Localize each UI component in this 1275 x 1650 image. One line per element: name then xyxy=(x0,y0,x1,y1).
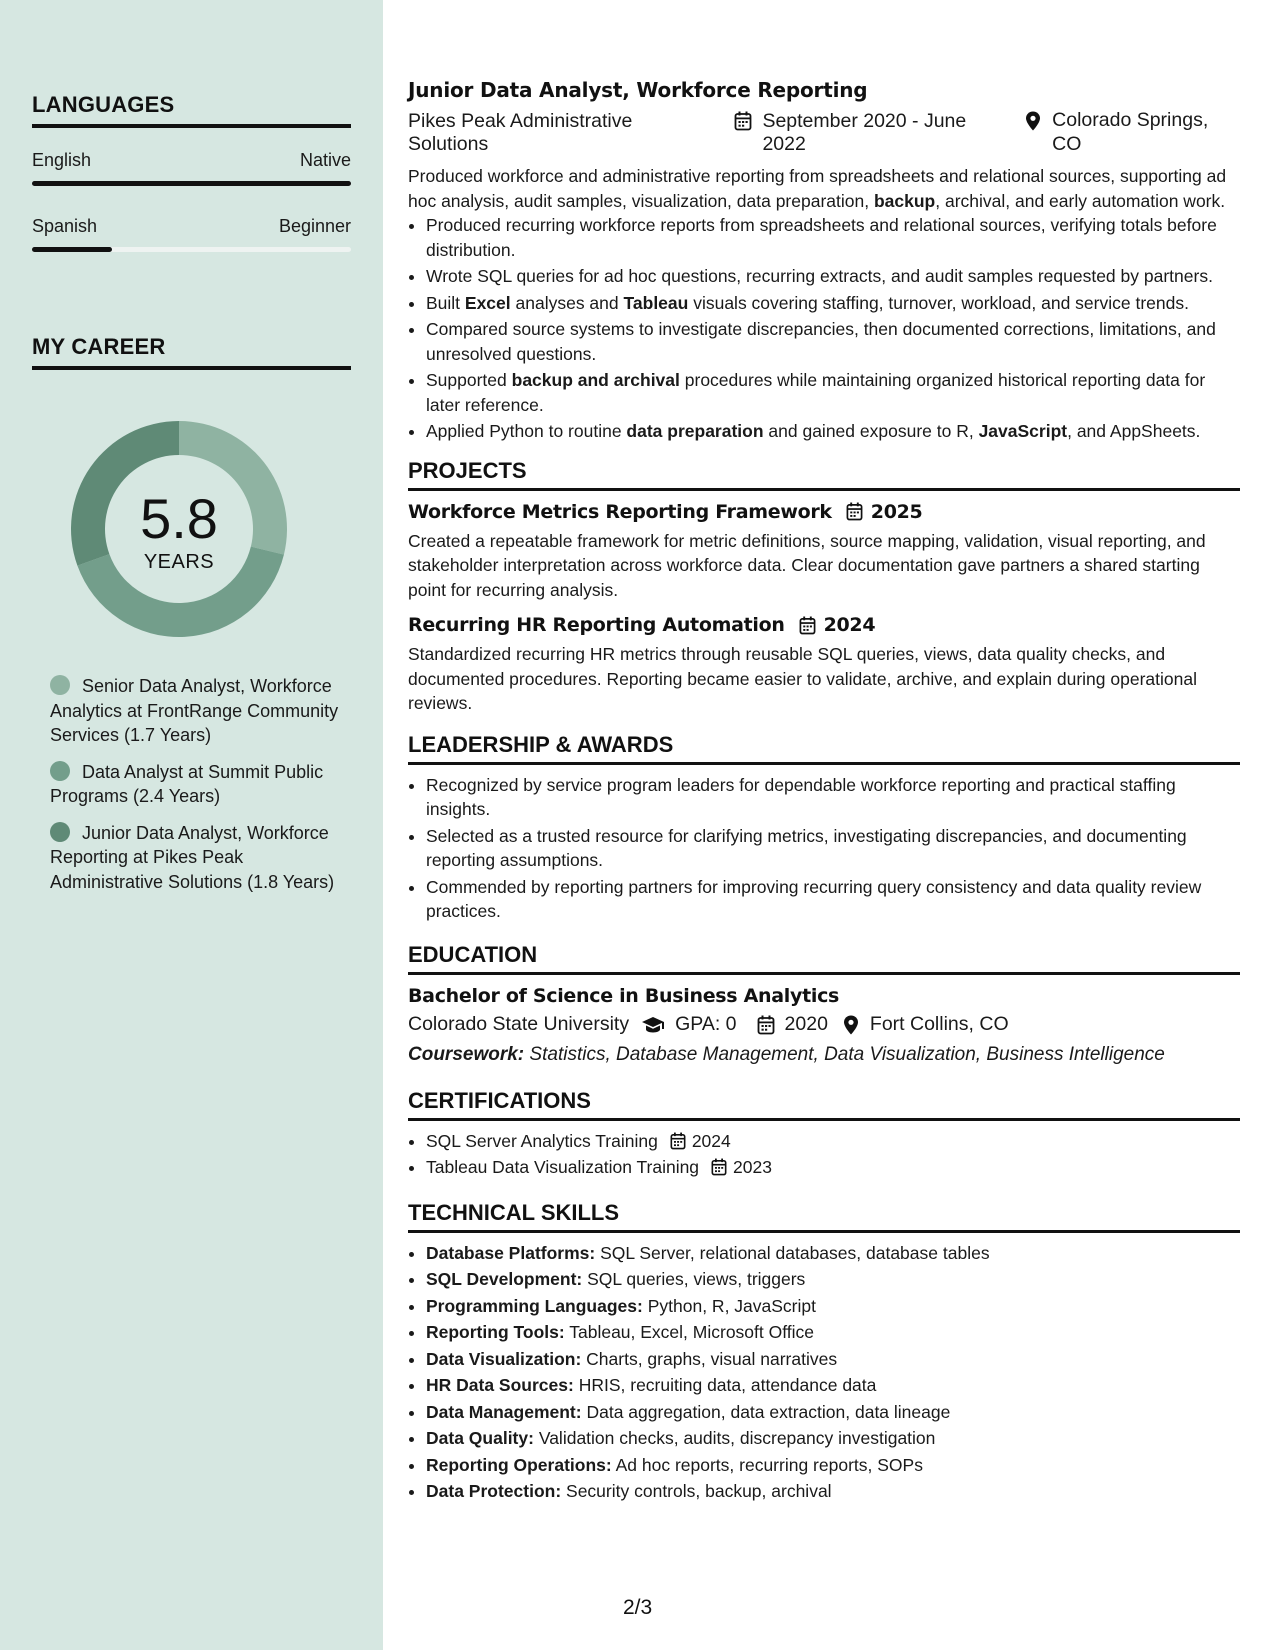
education-title: EDUCATION xyxy=(408,942,1240,975)
skill-item xyxy=(426,1347,1240,1372)
career-total-value: 5.8 xyxy=(140,486,218,550)
skill-item xyxy=(426,1400,1240,1425)
language-proficiency-fill xyxy=(32,181,351,186)
language-level: Native xyxy=(299,150,351,170)
coursework-label: Coursework: xyxy=(408,1043,525,1065)
career-legend-text: Junior Data Analyst, Workforce Reporting at Pikes Peak Administrative Solutions (1.8 Years) xyxy=(50,822,335,892)
job-bullet: • Produced recurring workforce reports from spreadsheets and relational sources, verifying totals before distribution. xyxy=(426,213,1240,262)
certification-name: SQL Server Analytics Training xyxy=(426,1130,658,1151)
job-bullet: • Wrote SQL queries for ad hoc questions, recurring extracts, and audit samples requested by partners. xyxy=(426,264,1240,289)
career-legend-item xyxy=(50,821,340,895)
skill-item xyxy=(426,1294,1240,1319)
career-legend xyxy=(50,674,340,906)
language-proficiency-bar xyxy=(32,181,351,186)
language-proficiency-fill xyxy=(32,247,112,252)
career-legend-text: Senior Data Analyst, Workforce Analytics at FrontRange Community Services (1.7 Years) xyxy=(50,676,339,745)
legend-dot-icon xyxy=(50,822,70,842)
skill-value: HRIS, recruiting data, attendance data xyxy=(578,1375,877,1395)
calendar-icon xyxy=(846,502,863,521)
languages-section xyxy=(32,92,351,252)
degree-name: Bachelor of Science in Business Analytics xyxy=(408,984,840,1007)
project-description: Created a repeatable framework for metric definitions, source mapping, validation, visual reporting, and stakeholder interpretation across workforce data. Clear documentation gave partners a shared starting point for recurring analysis. xyxy=(408,530,1206,600)
language-name: Spanish xyxy=(32,216,98,236)
skill-item xyxy=(426,1320,1240,1345)
school-name: Colorado State University xyxy=(408,1012,630,1035)
skill-item xyxy=(426,1479,1240,1504)
skill-label: Database Platforms: xyxy=(426,1242,596,1263)
skills-section xyxy=(408,1200,1240,1504)
legend-dot-icon xyxy=(50,761,70,781)
skill-label: HR Data Sources: xyxy=(426,1375,574,1395)
skill-label: Data Management: xyxy=(426,1401,582,1422)
skill-value: SQL queries, views, triggers xyxy=(587,1269,806,1289)
map-pin-icon xyxy=(1024,111,1042,131)
project-name: Recurring HR Reporting Automation xyxy=(408,614,785,636)
calendar-icon xyxy=(757,1015,775,1035)
career-title: MY CAREER xyxy=(32,334,351,370)
leadership-item: • Selected as a trusted resource for clarifying metrics, investigating discrepancies, and documenting reporting assumptions. xyxy=(426,824,1240,873)
leadership-item: • Commended by reporting partners for improving recurring query consistency and data quality review practices. xyxy=(426,875,1240,924)
project-year: 2024 xyxy=(823,614,876,636)
career-legend-item xyxy=(50,674,340,748)
coursework-list: Statistics, Database Management, Data Visualization, Business Intelligence xyxy=(529,1043,1165,1065)
leadership-list xyxy=(408,773,1240,924)
career-total-unit: YEARS xyxy=(143,550,215,573)
calendar-icon xyxy=(711,1158,727,1176)
job-bullet: • Supported backup and archival procedures while maintaining organized historical reporting data for later reference. xyxy=(426,368,1240,417)
skills-title: TECHNICAL SKILLS xyxy=(408,1200,1240,1233)
page-number: 2/3 xyxy=(623,1596,653,1619)
projects-section xyxy=(408,458,1240,716)
skill-value: Validation checks, audits, discrepancy investigation xyxy=(538,1428,936,1448)
skill-label: SQL Development: xyxy=(426,1269,583,1289)
career-legend-item xyxy=(50,760,340,809)
project-description: Standardized recurring HR metrics through reusable SQL queries, views, data quality checks, and documented procedures. Reporting became easier to validate, archive, and explain during operational reviews. xyxy=(408,644,1197,713)
language-item xyxy=(32,150,351,186)
skill-value: Python, R, JavaScript xyxy=(647,1295,816,1316)
languages-title: LANGUAGES xyxy=(32,92,351,128)
skill-value: Security controls, backup, archival xyxy=(566,1481,832,1501)
company-name: Pikes Peak Administrative Solutions xyxy=(408,110,633,155)
projects-title: PROJECTS xyxy=(408,458,1240,491)
certification-item xyxy=(426,1129,1240,1154)
career-donut-chart xyxy=(64,414,294,644)
gpa: GPA: 0 xyxy=(675,1012,737,1035)
job-bullet: • Built Excel analyses and Tableau visuals covering staffing, turnover, workload, and service trends. xyxy=(426,291,1240,316)
skill-label: Data Protection: xyxy=(426,1481,562,1501)
career-section xyxy=(32,334,351,370)
leadership-title: LEADERSHIP & AWARDS xyxy=(408,732,1240,765)
skill-item xyxy=(426,1241,1240,1266)
job-meta xyxy=(408,110,1240,156)
skill-label: Reporting Tools: xyxy=(426,1322,565,1342)
education-section xyxy=(408,942,1240,1066)
skill-item xyxy=(426,1267,1240,1292)
job-dates: September 2020 - June 2022 xyxy=(762,110,967,155)
skill-label: Data Visualization: xyxy=(426,1348,582,1369)
certification-item xyxy=(426,1155,1240,1180)
graduation-cap-icon xyxy=(641,1015,665,1035)
certifications-list xyxy=(408,1129,1240,1180)
project-name: Workforce Metrics Reporting Framework xyxy=(408,500,832,523)
job-summary: Produced workforce and administrative reporting from spreadsheets and relational sources, supporting ad hoc analysis, audit samples, visualization, data preparation, backup, archival, and early automation work. xyxy=(408,166,1227,211)
skill-value: Ad hoc reports, recurring reports, SOPs xyxy=(615,1454,923,1475)
coursework xyxy=(408,1044,1240,1066)
job-bullets xyxy=(408,213,1240,444)
job-bullet: • Compared source systems to investigate discrepancies, then documented corrections, limitations, and unresolved questions. xyxy=(426,317,1240,366)
skill-item xyxy=(426,1373,1240,1398)
map-pin-icon xyxy=(842,1015,860,1035)
sidebar xyxy=(0,0,383,1650)
leadership-section xyxy=(408,732,1240,924)
skills-list xyxy=(408,1241,1240,1504)
skill-label: Data Quality: xyxy=(426,1428,534,1448)
career-total xyxy=(64,414,294,644)
calendar-icon xyxy=(799,616,816,635)
certifications-title: CERTIFICATIONS xyxy=(408,1088,1240,1121)
main-content xyxy=(408,78,1240,1506)
calendar-icon xyxy=(734,111,752,131)
school-location: Fort Collins, CO xyxy=(869,1012,1009,1035)
calendar-icon xyxy=(670,1132,686,1150)
language-proficiency-bar xyxy=(32,247,351,252)
skill-value: Tableau, Excel, Microsoft Office xyxy=(569,1322,815,1342)
certification-name: Tableau Data Visualization Training xyxy=(426,1157,700,1177)
career-legend-text: Data Analyst at Summit Public Programs (2.4 Years) xyxy=(50,761,324,806)
skill-label: Reporting Operations: xyxy=(426,1454,612,1475)
project-item xyxy=(408,501,1240,603)
skill-value: Charts, graphs, visual narratives xyxy=(586,1348,838,1369)
legend-dot-icon xyxy=(50,675,70,695)
certifications-section xyxy=(408,1088,1240,1180)
education-meta xyxy=(408,1013,1240,1036)
language-name: English xyxy=(32,150,92,170)
leadership-item: • Recognized by service program leaders for dependable workforce reporting and practical staffing insights. xyxy=(426,773,1240,822)
job-location: Colorado Springs, CO xyxy=(1052,109,1209,155)
skill-label: Programming Languages: xyxy=(426,1295,643,1316)
job-bullet: • Applied Python to routine data preparation and gained exposure to R, JavaScript, and AppSheets. xyxy=(426,419,1240,444)
experience-entry xyxy=(408,78,1240,444)
language-item xyxy=(32,216,351,252)
skill-item xyxy=(426,1426,1240,1451)
language-level: Beginner xyxy=(278,216,351,236)
project-year: 2025 xyxy=(870,500,923,523)
project-item xyxy=(408,614,1240,716)
certification-year: 2023 xyxy=(733,1157,772,1177)
certification-year: 2024 xyxy=(691,1130,731,1151)
skill-value: SQL Server, relational databases, database tables xyxy=(600,1242,990,1263)
graduation-year: 2020 xyxy=(784,1012,828,1035)
job-title: Junior Data Analyst, Workforce Reporting xyxy=(408,78,868,102)
skill-value: Data aggregation, data extraction, data lineage xyxy=(586,1401,951,1422)
skill-item xyxy=(426,1453,1240,1478)
